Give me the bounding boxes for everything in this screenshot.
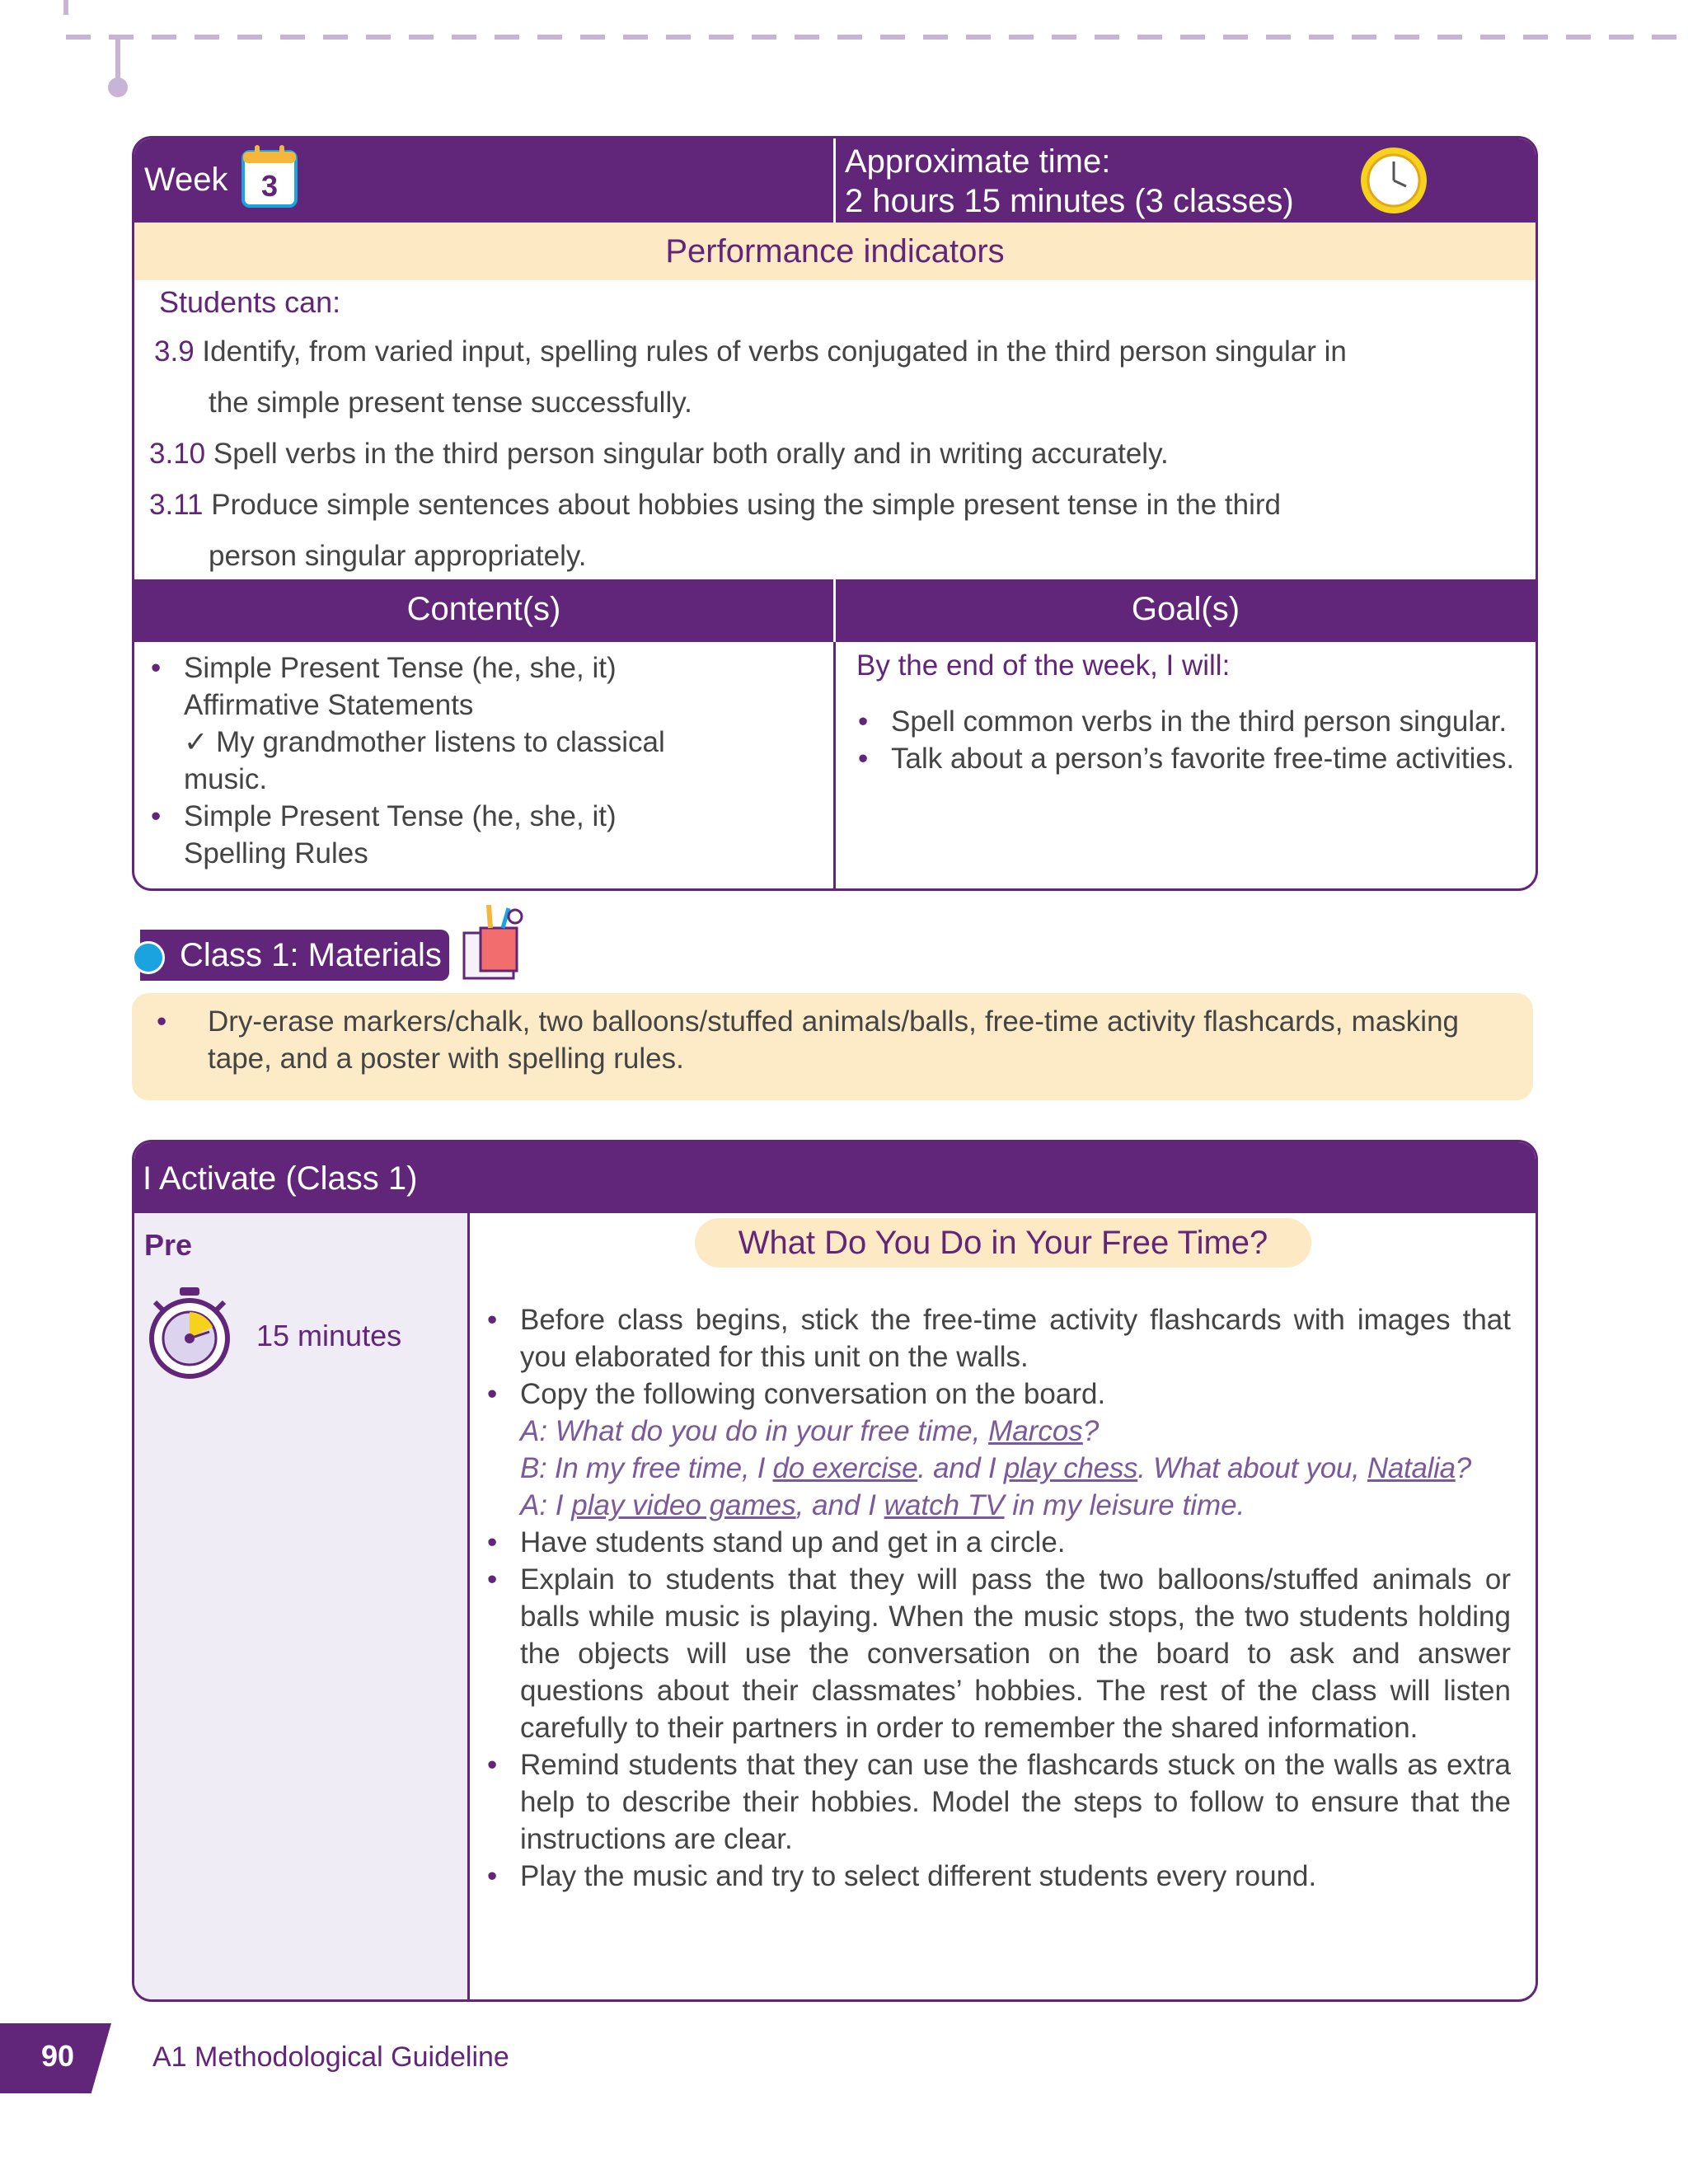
indicator-3-11 [149,480,1281,582]
stage-label: Pre [144,1228,193,1262]
time-label: Approximate time: [845,143,1111,180]
activity-step: • Play the music and try to select different students every round. [487,1860,1317,1892]
indicator-text-cont: the simple present tense successfully. [209,387,692,419]
example-text: My grandmother listens to classical [216,726,665,758]
stopwatch-icon [147,1286,233,1380]
indicator-3-10 [149,429,1169,480]
indicator-text: Produce simple sentences about hobbies using the simple present tense in the third [211,489,1281,521]
book-title: A1 Methodological Guideline [152,2041,509,2073]
content-item-line: Simple Present Tense (he, she, it) [184,652,617,684]
activate-table [132,1140,1538,2002]
step-text: Have students stand up and get in a circle. [520,1526,1066,1558]
example-sentence [184,724,827,761]
indicator-number: 3.10 [149,438,206,470]
page-number: 90 [41,2039,75,2073]
section-dot-icon [132,941,165,974]
students-can-label: Students can: [159,285,341,319]
materials-list [132,1003,1459,1077]
content-item: • Simple Present Tense (he, she, it) Affirmative Statements ✓ My grandmother listens to classical music. [134,649,827,798]
pencil-cup-icon [457,900,536,982]
content-item: • Simple Present Tense (he, she, it) Spelling Rules [134,798,827,872]
activity-step: • Copy the following conversation on the board. A: What do you do in your free time, Marcos? B: In my free time, I do exercise. and I play chess. What about you, Natalia? A: I play video games, and I watch TV in my leisure time. [471,1376,1511,1524]
calendar-icon [240,143,299,209]
conversation [520,1413,1511,1524]
week-header-bar [134,138,1536,223]
goal-text: Talk about a person’s favorite free-time activities. [891,743,1515,775]
goals-intro: By the end of the week, I will: [856,649,1231,682]
goal-item: • Spell common verbs in the third person singular. [858,705,1507,738]
content-item-line: Spelling Rules [184,837,368,869]
example-text-cont: music. [184,763,268,795]
clock-icon [1358,145,1429,216]
duration: 15 minutes [256,1319,402,1352]
goals-list [842,703,1517,777]
time-value: 2 hours 15 minutes (3 classes) [845,183,1294,219]
header-divider [833,138,836,223]
conversation-line: A: I play video games, and I watch TV in my leisure time. [520,1489,1245,1521]
activity-step: • Have students stand up and get in a circle. [487,1526,1066,1558]
content-header: Content(s) [406,591,561,627]
decorative-dashed-border [0,0,1688,107]
content-goals-header-divider [833,579,836,642]
goal-text: Spell common verbs in the third person singular. [891,705,1507,738]
activity-step: • Remind students that they can use the flashcards stuck on the walls as extra help to describe their hobbies. Model the steps to follow to ensure that the instructions are clear. [487,1749,1511,1855]
checkmark-icon: ✓ [184,726,209,758]
indicator-text-cont: person singular appropriately. [209,540,587,572]
materials-text: Dry-erase markers/chalk, two balloons/stuffed animals/balls, free-time activity flashcards, masking tape, and a poster with spelling rules. [208,1005,1459,1075]
week-overview-table [132,136,1538,891]
week-label: Week [144,162,228,198]
activity-step: • Before class begins, stick the free-time activity flashcards with images that you elaborated for this unit on the walls. [487,1304,1511,1373]
approximate-time [845,142,1294,221]
indicator-number: 3.9 [154,335,195,368]
activity-title: What Do You Do in Your Free Time? [695,1218,1311,1268]
activity-step: • Explain to students that they will pass the two balloons/stuffed animals or balls while music is playing. When the music stops, the two students holding the objects will use the conversation on the board to ask and answer questions about their classmates’ hobbies. The rest of the class will listen carefully to their partners in order to remember the shared information. [487,1563,1511,1744]
activate-header [134,1142,1536,1213]
activity-steps [471,1301,1511,1895]
materials-item: • Dry-erase markers/chalk, two balloons/stuffed animals/balls, free-time activity flashcards, masking tape, and a poster with spelling rules. [132,1003,1459,1077]
step-text: Explain to students that they will pass the two balloons/stuffed animals or balls while music is playing. When the music stops, the two students holding the objects will use the conversation on the board to ask and answer questions about their classmates’ hobbies. The rest of the class will listen carefully to their partners in order to remember the shared information. [520,1563,1511,1744]
content-list [134,649,827,872]
performance-indicators-title: Performance indicators [134,223,1536,280]
conversation-line: B: In my free time, I do exercise. and I play chess. What about you, Natalia? [520,1452,1471,1484]
materials-title: Class 1: Materials [140,930,449,981]
step-text: Copy the following conversation on the board. [520,1378,1106,1410]
indicator-number: 3.11 [149,489,204,521]
week-number: 3 [260,169,279,203]
step-text: Before class begins, stick the free-time activity flashcards with images that you elaborated for this unit on the walls. [520,1304,1511,1373]
step-text: Remind students that they can use the flashcards stuck on the walls as extra help to describe their hobbies. Model the steps to follow to ensure that the instructions are clear. [520,1749,1511,1855]
indicator-text: Spell verbs in the third person singular both orally and in writing accurately. [213,438,1169,470]
indicator-text: Identify, from varied input, spelling rules of verbs conjugated in the third person singular in [202,335,1347,368]
goal-item: • Talk about a person’s favorite free-time activities. [858,743,1515,775]
content-item-line: Affirmative Statements [184,689,474,721]
indicator-3-9 [154,326,1347,429]
conversation-line: A: What do you do in your free time, Marcos? [520,1415,1100,1447]
goals-header: Goal(s) [1131,591,1240,627]
content-item-line: Simple Present Tense (he, she, it) [184,800,617,832]
step-text: Play the music and try to select different students every round. [520,1860,1317,1892]
stage-column [134,1213,470,1999]
materials-box [132,993,1533,1100]
activate-title: I Activate (Class 1) [143,1160,418,1197]
